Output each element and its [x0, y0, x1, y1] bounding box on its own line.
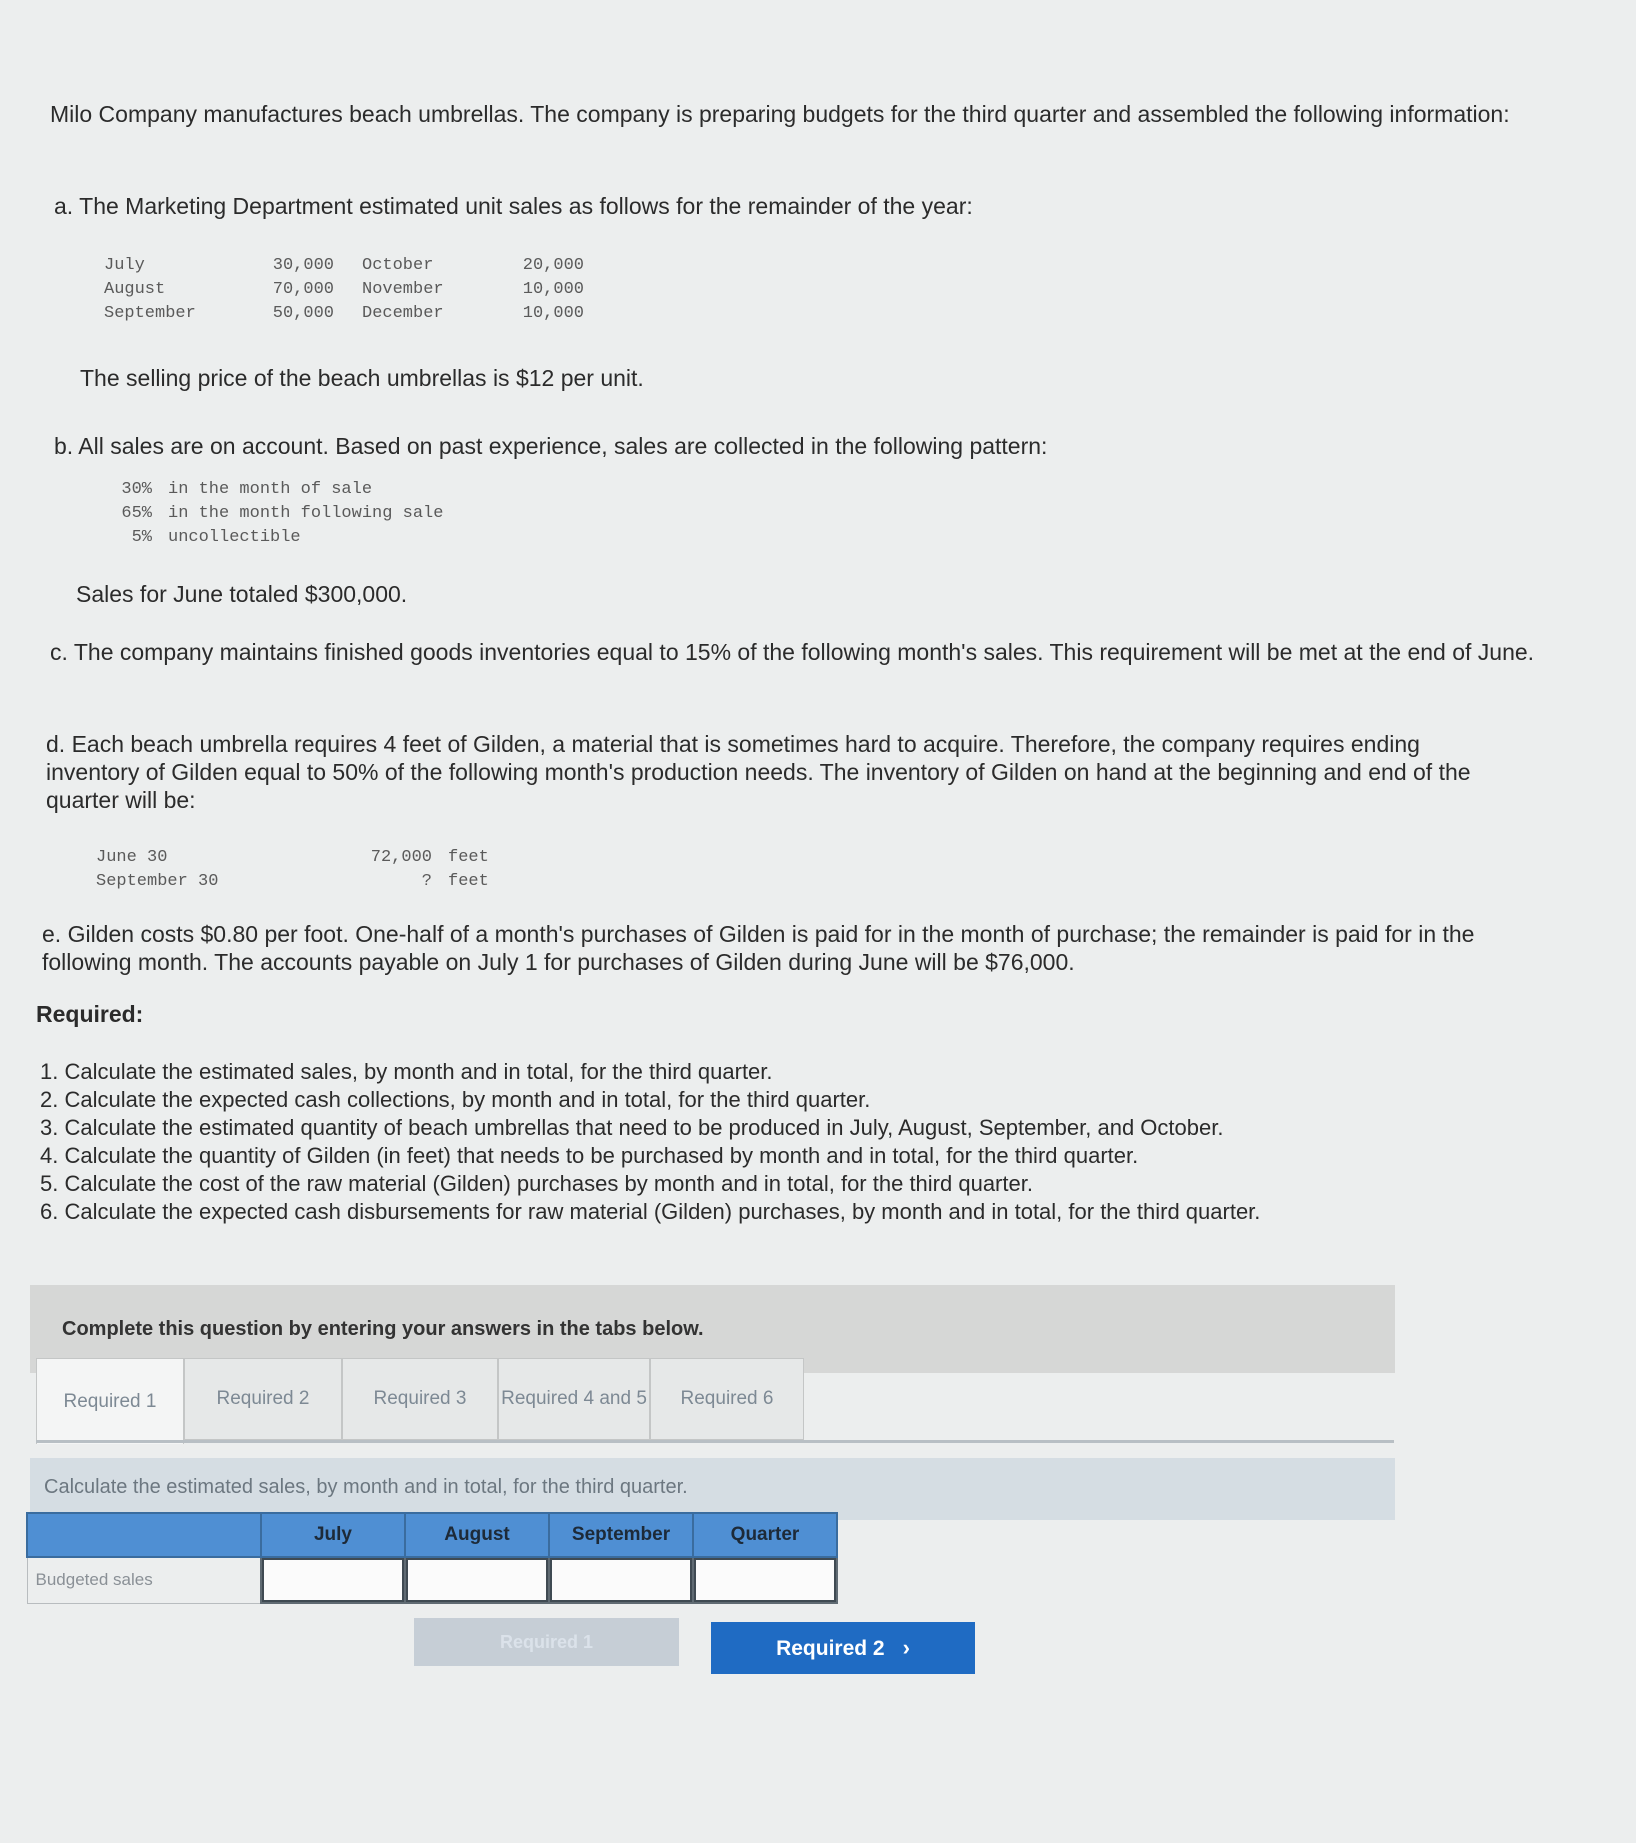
required-item: 3. Calculate the estimated quantity of beach umbrellas that need to be produced in July, August, September, and October.	[40, 1115, 1224, 1140]
cell-september	[549, 1557, 693, 1603]
table-header-row	[27, 1513, 837, 1557]
pattern-pct: 30%	[121, 480, 152, 499]
selling-price-text: The selling price of the beach umbrellas is $12 per unit.	[80, 365, 644, 391]
budgeted-sales-table	[26, 1512, 838, 1604]
inventory-date: June 30	[96, 848, 168, 867]
header-august: August	[405, 1513, 549, 1557]
collection-pattern	[118, 478, 538, 554]
header-blank	[27, 1513, 261, 1557]
sales-month: October	[362, 256, 434, 275]
prev-required-button[interactable]	[414, 1618, 679, 1666]
july-sales-input[interactable]	[262, 1558, 404, 1602]
header-quarter: Quarter	[693, 1513, 837, 1557]
inventory-date: September 30	[96, 872, 219, 891]
item-c-text: c. The company maintains finished goods inventories equal to 15% of the following month's sales. This requirement will be met at the end of June.	[50, 639, 1535, 665]
sales-month: November	[362, 280, 444, 299]
row-label-budgeted-sales: Budgeted sales	[27, 1557, 261, 1603]
june-sales-text: Sales for June totaled $300,000.	[76, 581, 408, 607]
prev-button-label: Required 1	[499, 1631, 594, 1652]
inventory-amount: ?	[421, 872, 432, 891]
pattern-desc: in the month following sale	[168, 504, 444, 523]
tab-instruction	[30, 1458, 1395, 1520]
unit-sales-table	[104, 254, 584, 330]
tab-panel-divider	[36, 1440, 1394, 1443]
next-button-label: Required 2	[776, 1637, 885, 1660]
tab-required-3[interactable]: Required 3	[342, 1358, 498, 1440]
required-item: 1. Calculate the estimated sales, by month and in total, for the third quarter.	[40, 1059, 773, 1084]
tab-required-2[interactable]: Required 2	[184, 1358, 342, 1440]
tab-required-1[interactable]: Required 1	[36, 1358, 184, 1444]
cell-quarter	[693, 1557, 837, 1603]
pattern-pct: 5%	[131, 528, 152, 547]
sales-month: December	[362, 304, 444, 323]
header-september: September	[549, 1513, 693, 1557]
sales-units: 10,000	[522, 304, 584, 323]
intro-text: Milo Company manufactures beach umbrellas. The company is preparing budgets for the third quarter and assembled the following information:	[50, 101, 1510, 127]
cell-july	[261, 1557, 405, 1603]
next-required-button[interactable]	[711, 1622, 975, 1674]
required-item: 2. Calculate the expected cash collections, by month and in total, for the third quarter.	[40, 1087, 871, 1112]
banner-text: Complete this question by entering your answers in the tabs below.	[62, 1318, 704, 1340]
required-heading: Required:	[36, 1001, 144, 1027]
gilden-inventory	[96, 846, 516, 896]
item-e-text: e. Gilden costs $0.80 per foot. One-half of a month's purchases of Gilden is paid for in the month of purchase; the remainder is paid for in the following month. The accounts payable on July 1 for purchases of Gilden during June will be $76,000.	[42, 921, 1475, 975]
september-sales-input[interactable]	[550, 1558, 692, 1602]
item-d-text: d. Each beach umbrella requires 4 feet of Gilden, a material that is sometimes hard to acquire. Therefore, the company requires ending inventory of Gilden equal to 50% of the following month's production needs. The inventory of Gilden on hand at the beginning and end of the quarter will be:	[46, 731, 1471, 813]
inventory-amount: 72,000	[370, 848, 432, 867]
sales-month: August	[104, 280, 166, 299]
item-b-text: b. All sales are on account. Based on past experience, sales are collected in the following pattern:	[54, 433, 1048, 459]
inventory-unit: feet	[448, 848, 489, 867]
inventory-unit: feet	[448, 872, 489, 891]
item-a-text: a. The Marketing Department estimated unit sales as follows for the remainder of the year:	[54, 193, 973, 219]
tab-required-6[interactable]: Required 6	[650, 1358, 804, 1440]
header-july: July	[261, 1513, 405, 1557]
sales-units: 70,000	[272, 280, 334, 299]
pattern-pct: 65%	[121, 504, 152, 523]
sales-units: 10,000	[522, 280, 584, 299]
tab-required-4-and-5[interactable]: Required 4 and 5	[498, 1358, 650, 1440]
table-row	[27, 1557, 837, 1603]
pattern-desc: uncollectible	[168, 528, 301, 547]
pattern-desc: in the month of sale	[168, 480, 373, 499]
tab-instruction-text: Calculate the estimated sales, by month and in total, for the third quarter.	[44, 1476, 688, 1498]
required-item: 6. Calculate the expected cash disbursements for raw material (Gilden) purchases, by month and in total, for the third quarter.	[40, 1199, 1261, 1224]
sales-units: 30,000	[272, 256, 334, 275]
sales-units: 50,000	[272, 304, 334, 323]
required-item: 4. Calculate the quantity of Gilden (in feet) that needs to be purchased by month and in total, for the third quarter.	[40, 1143, 1139, 1168]
august-sales-input[interactable]	[406, 1558, 548, 1602]
quarter-sales-input[interactable]	[694, 1558, 836, 1602]
sales-month: September	[104, 304, 196, 323]
chevron-right-icon: ›	[902, 1635, 910, 1660]
sales-month: July	[104, 256, 145, 275]
cell-august	[405, 1557, 549, 1603]
required-list	[40, 1058, 1460, 1226]
sales-units: 20,000	[522, 256, 584, 275]
required-item: 5. Calculate the cost of the raw material (Gilden) purchases by month and in total, for the third quarter.	[40, 1171, 1033, 1196]
